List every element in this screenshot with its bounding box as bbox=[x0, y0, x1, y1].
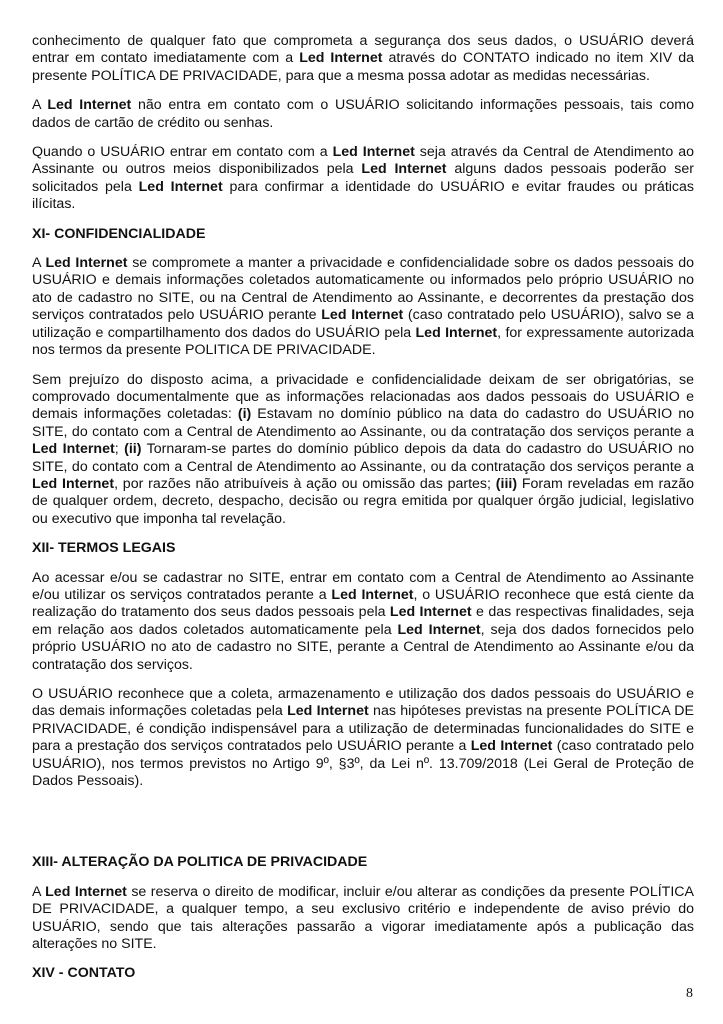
text-run: , seja dos dados fornecidos pelo próprio USUÁRIO no ato de cadastro no SITE, perante a Central de Atendimento ao Assinante e/ou da contratação dos serviços. bbox=[32, 621, 694, 673]
text-run: (caso contratado pelo USUÁRIO), nos termos previstos no Artigo 9º, §3º, da Lei nº. 13.709/2018 (Lei Geral de Proteção de Dados Pessoais). bbox=[32, 738, 695, 790]
section-heading-alteracao: XIII- ALTERAÇÃO DA POLITICA DE PRIVACIDADE bbox=[32, 854, 368, 871]
company-name: Led Internet bbox=[287, 703, 369, 720]
text-run: A bbox=[32, 883, 46, 900]
text-run: alguns dados pessoais poderão ser solicitados pela bbox=[32, 161, 694, 195]
company-name: Led Internet bbox=[299, 50, 383, 67]
text-run: não entra em contato com o USUÁRIO solicitando informações pessoais, tais como dados de cartão de crédito ou senhas. bbox=[32, 97, 694, 131]
text-run: Quando o USUÁRIO entrar em contato com a bbox=[32, 144, 333, 161]
company-name: Led Internet bbox=[470, 738, 553, 755]
company-name: Led Internet bbox=[45, 255, 128, 272]
company-name: Led Internet bbox=[32, 441, 115, 458]
text-run: e das respectivas finalidades, seja em relação aos dados coletados automaticamente pela bbox=[32, 604, 694, 638]
company-name: Led Internet bbox=[32, 475, 115, 492]
company-name: Led Internet bbox=[415, 324, 498, 341]
item-marker: (iii) bbox=[495, 475, 518, 492]
company-name: Led Internet bbox=[321, 307, 404, 324]
paragraph-no-solicitation bbox=[32, 97, 694, 132]
text-run: se compromete a manter a privacidade e confidencialidade sobre os dados pessoais do USUÁRIO e demais informações coletados automaticamente ou informados pelo próprio USUÁRIO no ato de cadastro no SITE, ou na Central de Atendimento ao Assinante, e decorrentes da prestação dos serviços contratados pelo USUÁRIO perante bbox=[32, 255, 694, 324]
text-run: Tornaram-se partes do domínio público depois da data do cadastro do USUÁRIO no SITE, do contato com a Central de Atendimento ao Assinante, ou da contratação dos serviços perante a bbox=[32, 441, 694, 475]
text-run: seja através da Central de Atendimento ao Assinante ou outros meios disponibilizados pela bbox=[32, 144, 694, 178]
company-name: Led Internet bbox=[332, 144, 415, 161]
text-run: Sem prejuízo do disposto acima, a privacidade e confidencialidade deixam de ser obrigatórias, se comprovado documentalmente que as informações relacionadas aos dados pessoais do USUÁRIO e demais informações coletadas: bbox=[32, 371, 694, 423]
text-run: Estavam no domínio público na data do cadastro do USUÁRIO no SITE, do contato com a Central de Atendimento ao Assinante, ou da contratação dos serviços perante a bbox=[32, 406, 694, 440]
item-marker: (i) bbox=[237, 406, 252, 423]
text-run: para confirmar a identidade do USUÁRIO e evitar fraudes ou práticas ilícitas. bbox=[32, 178, 694, 213]
section-heading-confidencialidade: XI- CONFIDENCIALIDADE bbox=[32, 225, 206, 242]
text-run: O USUÁRIO reconhece que a coleta, armazenamento e utilização dos dados pessoais do USUÁRIO e das demais informações coletadas pela bbox=[32, 686, 694, 720]
text-run: A bbox=[32, 255, 46, 272]
company-name: Led Internet bbox=[45, 883, 127, 900]
text-run: , o USUÁRIO reconhece que está ciente da realização do tratamento dos seus dados pessoais pela bbox=[32, 586, 694, 621]
company-name: Led Internet bbox=[331, 586, 414, 603]
company-name: Led Internet bbox=[138, 178, 223, 195]
text-run: , por razões não atribuíveis à ação ou omissão das partes; bbox=[114, 475, 496, 492]
paragraph-security-contact bbox=[32, 33, 694, 85]
text-run: , for expressamente autorizada nos termos da presente POLITICA DE PRIVACIDADE. bbox=[32, 324, 694, 359]
section-heading-termos-legais: XII- TERMOS LEGAIS bbox=[32, 540, 176, 557]
paragraph-identity-confirmation bbox=[32, 144, 694, 214]
text-run: Ao acessar e/ou se cadastrar no SITE, entrar em contato com a Central de Atendimento ao Assinante e/ou utilizar os serviços contratados perante a bbox=[32, 569, 694, 603]
item-marker: (ii) bbox=[124, 441, 142, 458]
text-run: (caso contratado pelo USUÁRIO), salvo se a utilização e compartilhamento dos dados do USUÁRIO pela bbox=[32, 307, 694, 341]
text-run: conhecimento de qualquer fato que comprometa a segurança dos seus dados, o USUÁRIO deverá entrar em contato imediatamente com a bbox=[32, 33, 694, 67]
text-run: ; bbox=[114, 441, 125, 458]
text-run: nas hipóteses previstas na presente POLÍTICA DE PRIVACIDADE, é condição indispensável para a utilização de determinadas funcionalidades do SITE e para a prestação dos serviços contratados pelo USUÁRIO perante a bbox=[32, 703, 694, 755]
text-run: através do CONTATO indicado no item XIV da presente POLÍTICA DE PRIVACIDADE, para que a mesma possa adotar as medidas necessárias. bbox=[32, 50, 695, 84]
company-name: Led Internet bbox=[361, 161, 447, 178]
paragraph-confidentiality-commitment bbox=[32, 255, 694, 359]
section-heading-contato: XIV - CONTATO bbox=[32, 965, 136, 982]
company-name: Led Internet bbox=[389, 604, 472, 621]
paragraph-legal-condition bbox=[32, 686, 694, 790]
company-name: Led Internet bbox=[47, 97, 132, 114]
blank-space bbox=[32, 802, 694, 854]
paragraph-legal-acknowledgement bbox=[32, 570, 694, 674]
text-run: A bbox=[32, 97, 48, 114]
paragraph-policy-changes bbox=[32, 884, 694, 954]
text-run: Foram reveladas em razão de qualquer ordem, decreto, despacho, decisão ou regra emitida por qualquer órgão judicial, legislativo ou executivo que imponha tal revelação. bbox=[32, 475, 694, 527]
text-run: se reserva o direito de modificar, incluir e/ou alterar as condições da presente POLÍTICA DE PRIVACIDADE, a qualquer tempo, a seu exclusivo critério e independente de aviso prévio do USUÁRIO, sendo que tais alterações passarão a vigorar imediatamente após a publicação das alterações no SITE. bbox=[32, 883, 694, 953]
page-number: 8 bbox=[686, 986, 693, 1001]
company-name: Led Internet bbox=[397, 621, 481, 638]
document-page bbox=[32, 33, 694, 995]
paragraph-confidentiality-exceptions bbox=[32, 372, 694, 529]
